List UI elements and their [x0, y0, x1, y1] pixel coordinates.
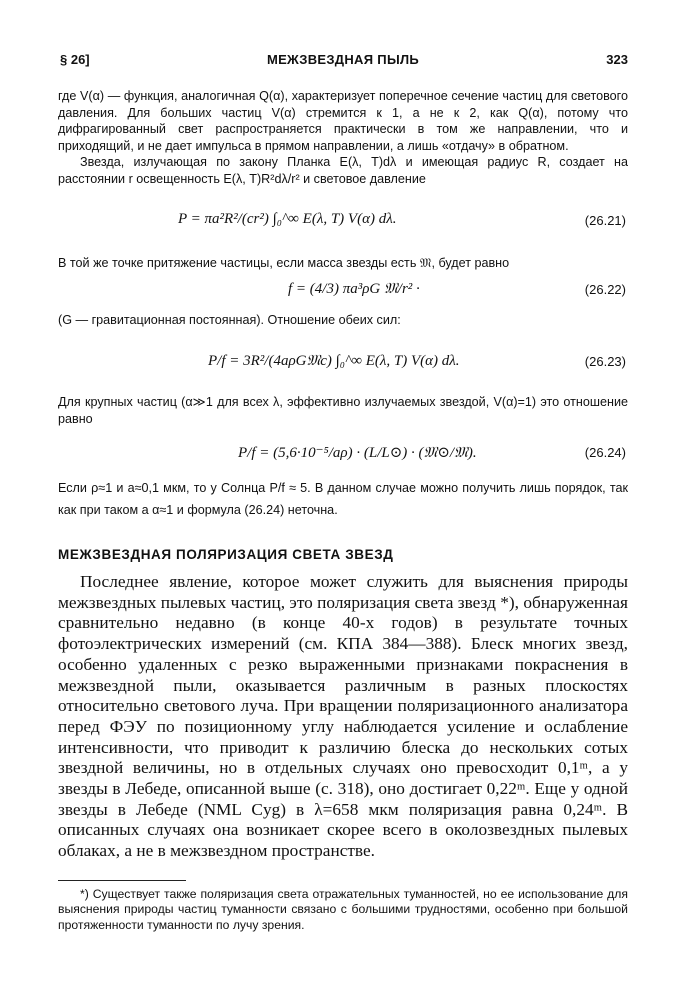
equation-formula: P/f = (5,6·10⁻⁵/aρ) · (L/L⊙) · (𝔐⊙/𝔐). — [238, 445, 477, 461]
paragraph-5: Для крупных частиц (α≫1 для всех λ, эффективно излучаемых звездой, V(α)=1) это отношение равно — [58, 395, 628, 426]
equation-26-22 — [58, 272, 628, 312]
page-number: 323 — [606, 52, 628, 67]
equation-formula: f = (4/3) πa³ρG 𝔐/r² · — [288, 280, 420, 297]
page — [58, 52, 628, 933]
footnote-divider — [58, 880, 186, 881]
footnote: *) Существует также поляризация света отражательных туманностей, но ее использование для выяснения природы частиц туманности связано с большими трудностями, особенно при большой протяженности туманности по лучу зрения. — [58, 886, 628, 932]
equation-26-24 — [58, 427, 628, 477]
equation-number: (26.23) — [584, 354, 626, 369]
paragraph-4: (G — гравитационная постоянная). Отношение обеих сил: — [58, 312, 401, 327]
paragraph-6: Если ρ≈1 и a≈0,1 мкм, то у Солнца P/f ≈ 5. В данном случае можно получить лишь порядок, так как при таком a α≈1 и формула (26.24) неточна. — [58, 481, 628, 517]
section-body: Последнее явление, которое может служить для выяснения природы межзвездных пылевых частиц, это поляризация света звезд *), обнаруженная сравнительно недавно (в конце 40-х годов) в результате точных фотоэлектрических измерений (см. КПА 384—388). Блеск многих звезд, особенно удаленных с резко выраженными признаками покраснения в межзвездной пыли, оказывается различным в разных плоскостях относительно светового луча. При вращении поляризационного анализатора перед ФЭУ по позиционному углу наблюдается усиление и ослабление интенсивности, что приводит к различию блеска до нескольких сотых звездной величины, но в отдельных случаях оно превосходит 0,1ᵐ, а у звезды в Лебеде, описанной выше (с. 318), оно достигает 0,22ᵐ. Еще у одной звезды в Лебеде (NML Cyg) в λ=658 мкм поляризация равна 0,24ᵐ. В описанных случаях она возникает скорее всего в околозвездных пылевых облаках, а не в межзвездном пространстве. — [58, 572, 628, 861]
equation-number: (26.22) — [584, 281, 626, 297]
paragraph-3: В той же точке притяжение частицы, если масса звезды есть 𝔐, будет равно — [58, 256, 510, 270]
section-heading: МЕЖЗВЕЗДНАЯ ПОЛЯРИЗАЦИЯ СВЕТА ЗВЕЗД — [58, 547, 394, 562]
equation-26-23 — [58, 328, 628, 394]
paragraph-2: Звезда, излучающая по закону Планка E(λ, T)dλ и имеющая радиус R, создает на расстоянии r освещенность E(λ, T)R²dλ/r² и световое давление — [58, 155, 628, 186]
paragraph-1: где V(α) — функция, аналогичная Q(α), характеризует поперечное сечение частиц для светового давления. Для больших частиц V(α) стремится к 1, а не к 2, как Q(α), потому что дифрагированный свет распространяется практически в том же направлении, что и приходящий, и не дает импульса в прямом направлении, а лишь «отдачу» в обратном. — [58, 89, 628, 153]
section-ref: § 26] — [60, 52, 90, 67]
running-header — [58, 52, 628, 74]
equation-formula: P = πa²R²/(cr²) ∫₀^∞ E(λ, T) V(α) dλ. — [178, 211, 397, 227]
equation-26-21 — [58, 187, 628, 255]
equation-formula: P/f = 3R²/(4aρG𝔐c) ∫₀^∞ E(λ, T) V(α) dλ. — [208, 353, 460, 369]
equation-number: (26.24) — [584, 445, 626, 460]
running-title: МЕЖЗВЕЗДНАЯ ПЫЛЬ — [266, 52, 420, 67]
equation-number: (26.21) — [584, 213, 626, 228]
